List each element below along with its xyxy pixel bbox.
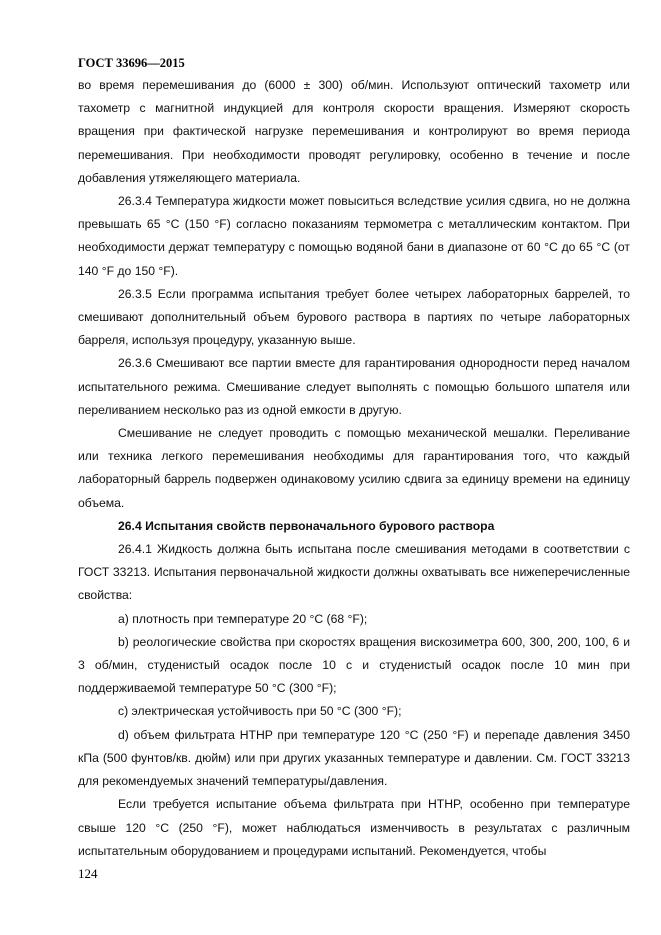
paragraph-26-3-6: 26.3.6 Смешивают все партии вместе для гарантирования однородности перед началом испытательного режима. Смешивание следует выполнять с помощью большого шпателя или переливанием несколько раз из одной емкости в другую.: [78, 356, 630, 417]
paragraph-26-3-5: 26.3.5 Если программа испытания требует более четырех лабораторных баррелей, то смешивают дополнительный объем бурового раствора в партиях по четыре лабораторных барреля, используя процедуру, указанную выше.: [78, 286, 630, 348]
paragraph-26-3-4: 26.3.4 Температура жидкости может повыситься вследствие усилия сдвига, но не должна превышать 65 °С (150 °F) согласно показаниям термометра с металлическим контактом. При необходимости держат температуру с помощью водяной бани в диапазоне от 60 °С до 65 °С (от 140 °F до 150 °F).: [78, 194, 630, 278]
list-item-d: d) объем фильтрата HTHP при температуре 120 °С (250 °F) и перепаде давления 3450 кПа (500 фунтов/кв. дюйм) или при других указанных температуре и давлении. См. ГОСТ 33213 для рекомендуемых значений температуры/давления.: [78, 727, 630, 789]
list-item-a: а) плотность при температуре 20 °С (68 °F);: [118, 611, 368, 626]
paragraph-continuation: во время перемешивания до (6000 ± 300) об/мин. Используют оптический тахометр или тахометр с магнитной индукцией для контроля скорости вращения. Измеряют скорость вращения при фактической нагрузке перемешивания и контролируют во время периода перемешивания. При необходимости проводят регулировку, особенно в течение и после добавления утяжеляющего материала.: [78, 78, 630, 185]
paragraph-hthp-note: Если требуется испытание объема фильтрата при HTHP, особенно при температуре свыше 120 °С (250 °F), может наблюдаться изменчивость в результатах с различным испытательным оборудованием и процедурами испытаний. Рекомендуется, чтобы: [78, 797, 630, 858]
paragraph-mixing-note: Смешивание не следует проводить с помощью механической мешалки. Переливание или техника легкого перемешивания необходимы для гарантирования того, что каждый лабораторный баррель подвержен одинаковому усилию сдвига за единицу времени на единицу объема.: [78, 426, 630, 510]
page-number: 124: [78, 866, 98, 881]
list-item-c: с) электрическая устойчивость при 50 °С (300 °F);: [118, 704, 402, 719]
document-body: [78, 74, 630, 863]
paragraph-26-4-1: 26.4.1 Жидкость должна быть испытана после смешивания методами в соответствии с ГОСТ 33213. Испытания первоначальной жидкости должны охватывать все нижеперечисленные свойства:: [78, 542, 630, 603]
list-item-b: b) реологические свойства при скоростях вращения вискозиметра 600, 300, 200, 100, 6 и 3 об/мин, студенистый осадок после 10 с и студенистый осадок после 10 мин при поддерживаемой температуре 50 °С (300 °F);: [78, 634, 630, 696]
section-heading-26-4: 26.4 Испытания свойств первоначального бурового раствора: [118, 518, 495, 533]
page-header-standard: ГОСТ 33696—2015: [78, 56, 185, 70]
